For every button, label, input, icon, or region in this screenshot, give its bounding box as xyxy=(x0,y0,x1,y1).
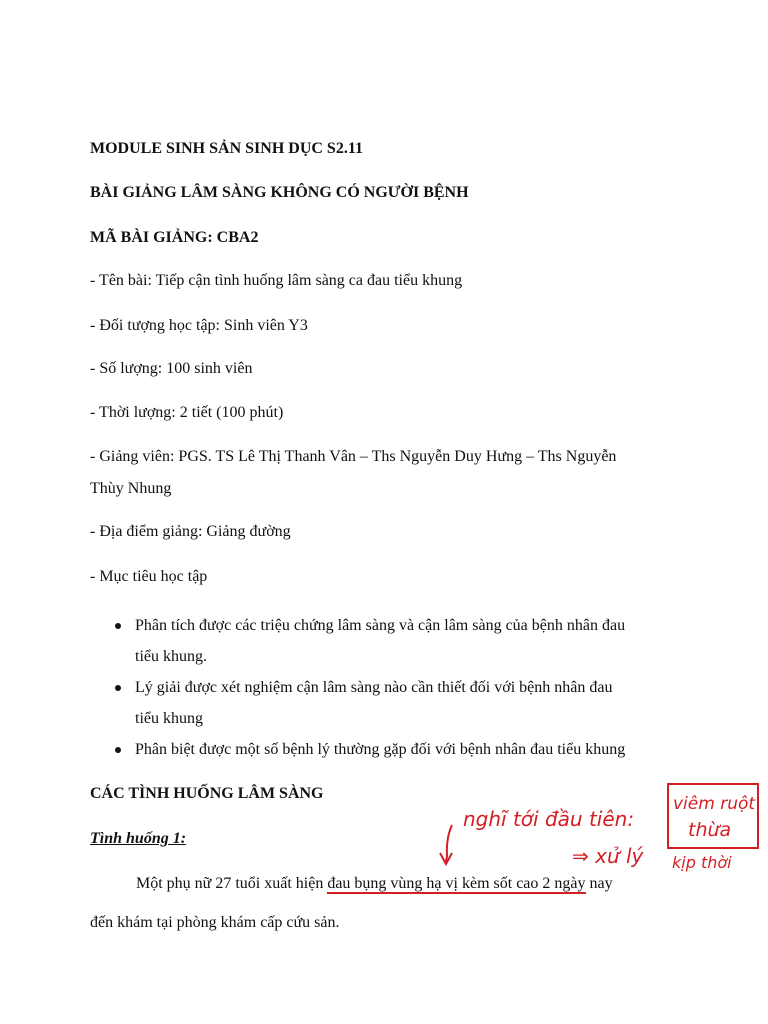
module-title: MODULE SINH SẢN SINH DỤC S2.11 xyxy=(90,140,363,157)
handwritten-note-2: ⇒ xử lý xyxy=(572,844,644,868)
objectives-label: - Mục tiêu học tập xyxy=(90,568,208,585)
case1-title: Tình huống 1: xyxy=(90,830,187,847)
case1-highlight: đau bụng vùng hạ vị kèm sốt cao 2 ngày xyxy=(327,875,586,892)
info-title: - Tên bài: Tiếp cận tình huống lâm sàng ca đau tiểu khung xyxy=(90,272,463,289)
objective-item: Phân biệt được một số bệnh lý thường gặp đối với bệnh nhân đau tiểu khung xyxy=(112,734,692,765)
info-lecturers-line1: - Giảng viên: PGS. TS Lê Thị Thanh Vân – Ths Nguyễn Duy Hưng – Ths Nguyễn xyxy=(90,448,617,465)
objective-item: Lý giải được xét nghiệm cận lâm sàng nào cần thiết đối với bệnh nhân đau tiểu khung xyxy=(112,672,692,734)
case1-paragraph: Một phụ nữ 27 tuổi xuất hiện đau bụng vùng hạ vị kèm sốt cao 2 ngày nay đến khám tại phòng khám cấp cứu sản. xyxy=(90,875,613,931)
handwritten-box-line1: viêm ruột xyxy=(673,794,756,814)
objective-item: Phân tích được các triệu chứng lâm sàng và cận lâm sàng của bệnh nhân đau tiểu khung. xyxy=(112,610,692,672)
cases-section-title: CÁC TÌNH HUỐNG LÂM SÀNG xyxy=(90,785,324,802)
lecture-code: MÃ BÀI GIẢNG: CBA2 xyxy=(90,229,259,246)
handwritten-box-line3: kịp thời xyxy=(672,853,732,872)
info-duration: - Thời lượng: 2 tiết (100 phút) xyxy=(90,404,284,421)
info-lecturers-line2: Thùy Nhung xyxy=(90,480,172,497)
handwritten-note-1: nghĩ tới đầu tiên: xyxy=(463,807,635,831)
info-count: - Số lượng: 100 sinh viên xyxy=(90,360,253,377)
info-location: - Địa điểm giảng: Giảng đường xyxy=(90,523,291,540)
lecture-type: BÀI GIẢNG LÂM SÀNG KHÔNG CÓ NGƯỜI BỆNH xyxy=(90,184,469,201)
info-audience: - Đối tượng học tập: Sinh viên Y3 xyxy=(90,317,308,334)
handwritten-box-line2: thừa xyxy=(688,819,732,841)
